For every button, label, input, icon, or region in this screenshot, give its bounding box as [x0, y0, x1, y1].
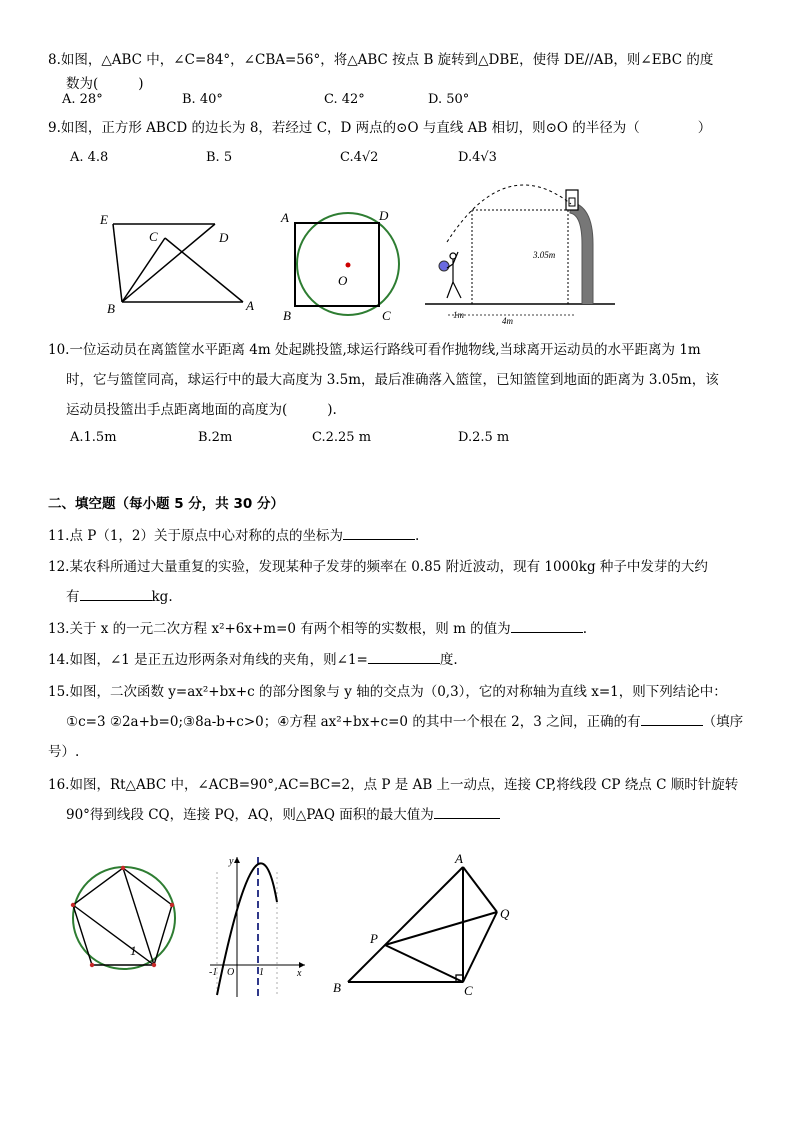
- q8-option-c: C. 42°: [324, 92, 365, 107]
- q15-line2: ①c=3 ②2a+b=0;③8a-b+c>0；④方程 ax²+bx+c=0 的其中一个根在 2，3 之间，正确的有 （填序: [66, 710, 743, 730]
- fig14-label-1: 1: [130, 943, 137, 958]
- fig16-label-q: Q: [500, 906, 510, 921]
- figure-q14: [68, 865, 183, 975]
- q9-option-c: C.4√2: [340, 150, 379, 165]
- q10-line1: 10.一位运动员在离篮筐水平距离 4m 处起跳投篮,球运行路线可看作抛物线,当球离开运动员的水平距离为 1m: [48, 342, 701, 358]
- figure-q9: [278, 205, 408, 325]
- q16-line2: 90°得到线段 CQ，连接 PQ，AQ，则△PAQ 面积的最大值为: [66, 803, 500, 823]
- q10-option-a: A.1.5m: [70, 430, 117, 445]
- fig9-label-c: C: [382, 308, 391, 323]
- q10-line2: 时，它与篮筐同高，球运行中的最大高度为 3.5m，最后准确落入篮筐，已知篮筐到地面的距离为 3.05m，该: [66, 372, 719, 388]
- fig15-label-x: x: [297, 968, 302, 979]
- q11-line: 11.点 P（1，2）关于原点中心对称的点的坐标为 .: [48, 524, 419, 544]
- figure-q8: [95, 210, 265, 320]
- figure-q16: [330, 850, 520, 1000]
- q12-line2: 有 kg.: [66, 585, 173, 605]
- fig10-label-height: 3.05m: [533, 250, 556, 260]
- fig9-label-o: O: [338, 273, 348, 288]
- q12-line1: 12.某农科所通过大量重复的实验，发现某种子发芽的频率在 0.85 附近波动，现有 1000kg 种子中发芽的大约: [48, 559, 708, 575]
- fig10-label-4m: 4m: [502, 316, 513, 326]
- q8-option-a: A. 28°: [62, 92, 103, 107]
- fig15-label-neg1: -1: [209, 967, 218, 978]
- q12-answer-blank[interactable]: [80, 587, 152, 602]
- q11-answer-blank[interactable]: [343, 526, 415, 541]
- fig9-label-b: B: [283, 308, 291, 323]
- fig16-label-c: C: [464, 983, 473, 998]
- q9-option-d: D.4√3: [458, 150, 497, 165]
- q8-option-b: B. 40°: [182, 92, 223, 107]
- q13-answer-blank[interactable]: [511, 619, 583, 634]
- fig15-label-origin: O: [227, 967, 235, 978]
- q10-option-d: D.2.5 m: [458, 430, 510, 445]
- fig10-label-1m: 1m: [453, 310, 464, 320]
- fig15-label-y: y: [229, 856, 234, 867]
- fig8-label-e: E: [100, 212, 108, 227]
- fig8-label-c: C: [149, 229, 158, 244]
- q15-line3: 号）.: [48, 744, 80, 760]
- fig16-label-a: A: [455, 851, 463, 866]
- q9-option-a: A. 4.8: [70, 150, 109, 165]
- q13-line: 13.关于 x 的一元二次方程 x²+6x+m=0 有两个相等的实数根，则 m 的值为 .: [48, 617, 587, 637]
- fig8-label-b: B: [107, 301, 115, 316]
- fig8-label-a: A: [246, 298, 254, 313]
- q10-option-c: C.2.25 m: [312, 430, 372, 445]
- q15-answer-blank[interactable]: [641, 712, 703, 727]
- q10-option-b: B.2m: [198, 430, 233, 445]
- fig15-label-1: 1: [259, 967, 264, 978]
- q8-option-d: D. 50°: [428, 92, 470, 107]
- q8-line1: 8.如图，△ABC 中，∠C=84°，∠CBA=56°，将△ABC 按点 B 旋转到△DBE，使得 DE//AB，则∠EBC 的度: [48, 52, 714, 68]
- section-fill-in-heading: 二、填空题（每小题 5 分，共 30 分）: [48, 496, 284, 512]
- q9-option-b: B. 5: [206, 150, 233, 165]
- figure-q15: [205, 852, 310, 1002]
- q16-line1: 16.如图，Rt△ABC 中，∠ACB=90°,AC=BC=2，点 P 是 AB 上一动点，连接 CP,将线段 CP 绕点 C 顺时针旋转: [48, 777, 739, 793]
- figure-q10: [425, 172, 625, 327]
- fig16-label-p: P: [370, 931, 378, 946]
- fig16-label-b: B: [333, 980, 341, 995]
- q10-line3: 运动员投篮出手点距离地面的高度为( ).: [66, 402, 337, 418]
- q9-line: 9.如图，正方形 ABCD 的边长为 8，若经过 C，D 两点的⊙O 与直线 AB 相切，则⊙O 的半径为（ ）: [48, 120, 712, 136]
- q14-answer-blank[interactable]: [368, 650, 440, 665]
- q8-line2: 数为( ): [66, 76, 144, 92]
- q14-line: 14.如图，∠1 是正五边形两条对角线的夹角，则∠1= 度.: [48, 648, 458, 668]
- q16-answer-blank[interactable]: [434, 805, 500, 820]
- fig8-label-d: D: [219, 230, 229, 245]
- fig9-label-d: D: [379, 208, 389, 223]
- q15-line1: 15.如图，二次函数 y=ax²+bx+c 的部分图象与 y 轴的交点为（0,3），它的对称轴为直线 x=1，则下列结论中：: [48, 684, 727, 700]
- fig9-label-a: A: [281, 210, 289, 225]
